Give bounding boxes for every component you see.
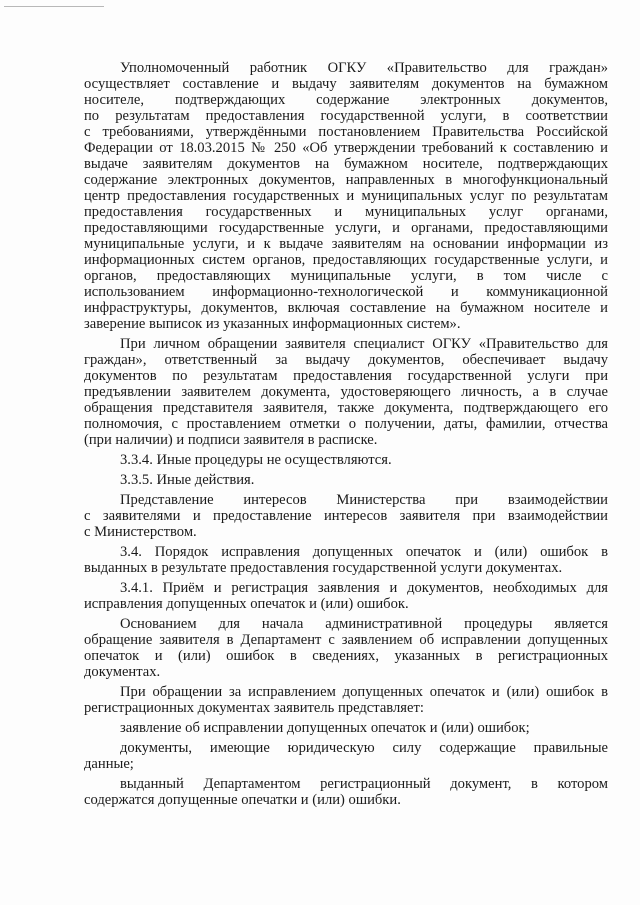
text-line: Уполномоченный работник ОГКУ «Правительство для граждан» <box>120 60 608 76</box>
text-line: 3.3.5. Иные действия. <box>120 472 255 488</box>
text-line: носителе, подтверждающих содержание электронных документов, <box>84 92 608 108</box>
text-line: 3.4. Порядок исправления допущенных опечаток и (или) ошибок в <box>120 544 608 560</box>
text-line: выдаче заявителям документов на бумажном носителе, подтверждающих <box>84 156 608 172</box>
text-line: органов, предоставляющих муниципальные услуги, в том числе с <box>84 268 608 284</box>
text-line: предъявлении заявителем документа, удостоверяющего личность, а в случае <box>84 384 608 400</box>
text-line: заявление об исправлении допущенных опечаток и (или) ошибок; <box>120 720 530 736</box>
text-line: граждан», ответственный за выдачу документов, обеспечивает выдачу <box>84 352 608 368</box>
text-line: с требованиями, утверждёнными постановлением Правительства Российской <box>84 124 608 140</box>
text-line: содержание электронных документов, направленных в многофункциональный <box>84 172 608 188</box>
text-line: регистрационных документах заявитель представляет: <box>84 700 424 716</box>
text-line: осуществляет составление и выдачу заявителям документов на бумажном <box>84 76 608 92</box>
text-line: документов по результатам предоставления государственной услуги при <box>84 368 608 384</box>
scan-edge-line <box>4 6 104 7</box>
text-line: предоставления государственных и муниципальных услуг органами, <box>84 204 608 220</box>
text-line: инфраструктуры, документов, включая составление на бумажном носителе и <box>84 300 608 316</box>
text-line: документы, имеющие юридическую силу содержащие правильные <box>120 740 608 756</box>
text-line: данные; <box>84 756 134 772</box>
text-line: полномочия, с проставлением отметки о получении, даты, фамилии, отчества <box>84 416 608 432</box>
text-line: обращение заявителя в Департамент с заявлением об исправлении допущенных <box>84 632 608 648</box>
text-line: с заявителями и предоставление интересов заявителя при взаимодействии <box>84 508 608 524</box>
text-line: по результатам предоставления государственной услуги, в соответствии <box>84 108 608 124</box>
text-line: центр предоставления государственных и муниципальных услуг по результатам <box>84 188 608 204</box>
text-line: 3.3.4. Иные процедуры не осуществляются. <box>120 452 392 468</box>
text-line: Представление интересов Министерства при взаимодействии <box>120 492 608 508</box>
text-line: (при наличии) и подписи заявителя в расписке. <box>84 432 378 448</box>
document-body <box>84 60 608 808</box>
text-line: При личном обращении заявителя специалист ОГКУ «Правительство для <box>120 336 608 352</box>
text-line: муниципальные услуги, и к выдаче заявителям на основании информации из <box>84 236 608 252</box>
text-line: заверение выписок из указанных информационных систем». <box>84 316 461 332</box>
text-line: выданных в результате предоставления государственной услуги документах. <box>84 560 563 576</box>
text-line: опечаток и (или) ошибок в сведениях, указанных в регистрационных <box>84 648 608 664</box>
text-line: Федерации от 18.03.2015 № 250 «Об утверждении требований к составлению и <box>84 140 608 156</box>
text-line: предоставляющими государственные услуги, и органами, предоставляющими <box>84 220 608 236</box>
text-line: выданный Департаментом регистрационный документ, в котором <box>120 776 608 792</box>
text-line: исправления допущенных опечаток и (или) ошибок. <box>84 596 409 612</box>
text-line: использованием информационно-технологической и коммуникационной <box>84 284 608 300</box>
text-line: Основанием для начала административной процедуры является <box>120 616 608 632</box>
text-line: содержатся допущенные опечатки и (или) ошибки. <box>84 792 401 808</box>
text-line: обращения представителя заявителя, также документа, подтверждающего его <box>84 400 608 416</box>
text-line: с Министерством. <box>84 524 197 540</box>
text-line: При обращении за исправлением допущенных опечаток и (или) ошибок в <box>120 684 608 700</box>
text-line: 3.4.1. Приём и регистрация заявления и документов, необходимых для <box>120 580 608 596</box>
text-line: документах. <box>84 664 161 680</box>
text-line: информационных систем органов, предоставляющих государственные услуги, и <box>84 252 608 268</box>
